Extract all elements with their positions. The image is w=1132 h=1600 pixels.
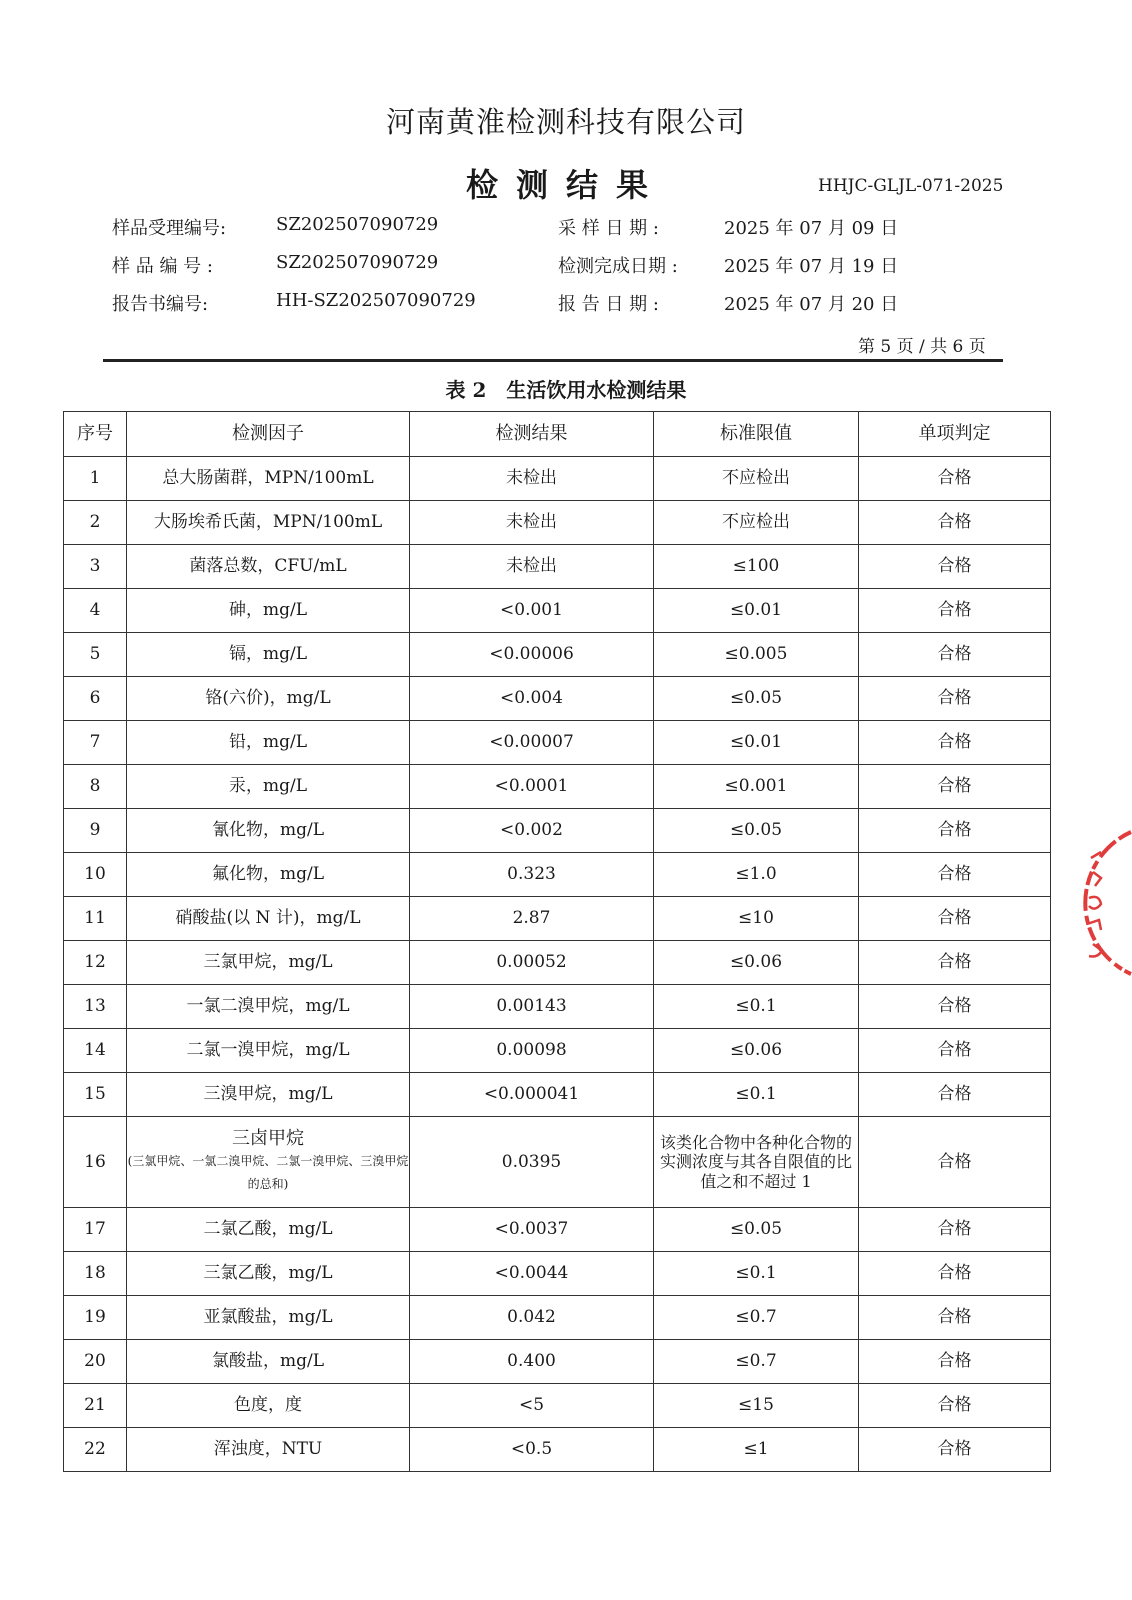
cell-limit: 不应检出: [654, 457, 859, 501]
cell-limit: ≤0.001: [654, 765, 859, 809]
cell-factor: 二氯一溴甲烷，mg/L: [127, 1029, 410, 1073]
cell-result: <0.0044: [410, 1252, 654, 1296]
seal-arc: [1085, 832, 1131, 974]
cell-judgement: 合格: [859, 853, 1051, 897]
cell-judgement: 合格: [859, 589, 1051, 633]
cell-judgement: 合格: [859, 809, 1051, 853]
cell-index: 18: [64, 1252, 127, 1296]
table-header-row: [64, 412, 1051, 457]
official-seal-stamp: [1083, 828, 1132, 978]
cell-factor: 氟化物，mg/L: [127, 853, 410, 897]
cell-factor: 二氯乙酸，mg/L: [127, 1208, 410, 1252]
cell-result: 未检出: [410, 545, 654, 589]
cell-judgement: 合格: [859, 1340, 1051, 1384]
cell-factor: [127, 1117, 410, 1208]
sampling-date-label: 采 样 日 期 :: [558, 218, 659, 239]
cell-factor: 铅，mg/L: [127, 721, 410, 765]
cell-result: 0.323: [410, 853, 654, 897]
cell-result: 0.00098: [410, 1029, 654, 1073]
cell-result: 0.042: [410, 1296, 654, 1340]
cell-factor: 菌落总数，CFU/mL: [127, 545, 410, 589]
cell-result: <0.0001: [410, 765, 654, 809]
cell-limit: ≤0.7: [654, 1340, 859, 1384]
cell-result: 0.00143: [410, 985, 654, 1029]
cell-limit: ≤0.01: [654, 589, 859, 633]
cell-index: 4: [64, 589, 127, 633]
table-row: [64, 1073, 1051, 1117]
cell-index: 12: [64, 941, 127, 985]
cell-limit: ≤0.005: [654, 633, 859, 677]
cell-result: <0.002: [410, 809, 654, 853]
header-result: 检测结果: [410, 412, 654, 457]
sample-receipt-no-value: SZ202507090729: [276, 214, 439, 235]
table-row: [64, 1252, 1051, 1296]
table-row: [64, 545, 1051, 589]
cell-index: 19: [64, 1296, 127, 1340]
cell-index: 8: [64, 765, 127, 809]
table-row: [64, 1428, 1051, 1472]
cell-judgement: 合格: [859, 1208, 1051, 1252]
cell-index: 10: [64, 853, 127, 897]
table-row: [64, 633, 1051, 677]
cell-index: 3: [64, 545, 127, 589]
cell-result: 0.0395: [410, 1117, 654, 1208]
cell-result: <0.001: [410, 589, 654, 633]
report-no-label: 报告书编号:: [112, 294, 209, 315]
cell-judgement: 合格: [859, 765, 1051, 809]
cell-judgement: 合格: [859, 1296, 1051, 1340]
table-caption: 表 2 生活饮用水检测结果: [445, 378, 687, 402]
cell-factor: 浑浊度，NTU: [127, 1428, 410, 1472]
cell-result: 2.87: [410, 897, 654, 941]
cell-limit: 该类化合物中各种化合物的实测浓度与其各自限值的比值之和不超过 1: [654, 1117, 859, 1208]
cell-result: <0.000041: [410, 1073, 654, 1117]
cell-result: 未检出: [410, 457, 654, 501]
table-row: [64, 1208, 1051, 1252]
cell-factor: 三氯乙酸，mg/L: [127, 1252, 410, 1296]
cell-limit: ≤0.06: [654, 1029, 859, 1073]
cell-index: 2: [64, 501, 127, 545]
cell-limit: ≤0.7: [654, 1296, 859, 1340]
header-index: 序号: [64, 412, 127, 457]
cell-result: <0.00007: [410, 721, 654, 765]
cell-limit: ≤10: [654, 897, 859, 941]
table-row: [64, 1117, 1051, 1208]
cell-judgement: 合格: [859, 897, 1051, 941]
table-row: [64, 1340, 1051, 1384]
cell-result: 0.400: [410, 1340, 654, 1384]
sample-receipt-no-label: 样品受理编号:: [112, 218, 227, 239]
cell-factor: 铬(六价)，mg/L: [127, 677, 410, 721]
cell-judgement: 合格: [859, 677, 1051, 721]
seal-mark-1: [1091, 852, 1101, 886]
table-row: [64, 1296, 1051, 1340]
table-row: [64, 1029, 1051, 1073]
cell-index: 20: [64, 1340, 127, 1384]
cell-limit: ≤0.1: [654, 985, 859, 1029]
cell-factor: 亚氯酸盐，mg/L: [127, 1296, 410, 1340]
cell-factor: 大肠埃希氏菌，MPN/100mL: [127, 501, 410, 545]
cell-index: 13: [64, 985, 127, 1029]
table-row: [64, 677, 1051, 721]
header-factor: 检测因子: [127, 412, 410, 457]
cell-limit: ≤0.1: [654, 1073, 859, 1117]
cell-index: 21: [64, 1384, 127, 1428]
cell-factor: 氯酸盐，mg/L: [127, 1340, 410, 1384]
cell-limit: ≤1.0: [654, 853, 859, 897]
cell-factor: 总大肠菌群，MPN/100mL: [127, 457, 410, 501]
cell-index: 16: [64, 1117, 127, 1208]
sample-no-value: SZ202507090729: [276, 252, 439, 273]
seal-mark-2: [1087, 897, 1101, 930]
cell-judgement: 合格: [859, 545, 1051, 589]
header-judgement: 单项判定: [859, 412, 1051, 457]
company-name: 河南黄淮检测科技有限公司: [385, 105, 746, 139]
cell-result: <0.0037: [410, 1208, 654, 1252]
table-row: [64, 501, 1051, 545]
document-number: HHJC-GLJL-071-2025: [818, 176, 1004, 196]
cell-judgement: 合格: [859, 1117, 1051, 1208]
table-row: [64, 985, 1051, 1029]
cell-index: 11: [64, 897, 127, 941]
cell-result: 未检出: [410, 501, 654, 545]
table-row: [64, 941, 1051, 985]
cell-result: <0.004: [410, 677, 654, 721]
header-divider: [103, 359, 1003, 362]
cell-limit: ≤15: [654, 1384, 859, 1428]
cell-result: 0.00052: [410, 941, 654, 985]
cell-limit: ≤0.01: [654, 721, 859, 765]
cell-factor: 镉，mg/L: [127, 633, 410, 677]
cell-factor: 汞，mg/L: [127, 765, 410, 809]
cell-limit: ≤1: [654, 1428, 859, 1472]
cell-index: 15: [64, 1073, 127, 1117]
cell-index: 9: [64, 809, 127, 853]
report-date-value: 2025 年 07 月 20 日: [724, 294, 899, 315]
table-row: [64, 589, 1051, 633]
cell-index: 6: [64, 677, 127, 721]
cell-result: <0.00006: [410, 633, 654, 677]
cell-index: 1: [64, 457, 127, 501]
cell-judgement: 合格: [859, 633, 1051, 677]
completion-date-value: 2025 年 07 月 19 日: [724, 256, 899, 277]
page-info: 第 5 页 / 共 6 页: [858, 337, 986, 357]
cell-judgement: 合格: [859, 1073, 1051, 1117]
table-row: [64, 809, 1051, 853]
cell-judgement: 合格: [859, 1252, 1051, 1296]
cell-limit: ≤0.05: [654, 677, 859, 721]
cell-limit: ≤0.06: [654, 941, 859, 985]
cell-index: 7: [64, 721, 127, 765]
cell-judgement: 合格: [859, 457, 1051, 501]
cell-result: <0.5: [410, 1428, 654, 1472]
table-row: [64, 765, 1051, 809]
sample-no-label: 样 品 编 号 :: [112, 256, 213, 277]
table-row: [64, 1384, 1051, 1428]
cell-index: 17: [64, 1208, 127, 1252]
cell-factor-main: 三卤甲烷: [232, 1128, 304, 1150]
cell-judgement: 合格: [859, 1029, 1051, 1073]
sampling-date-value: 2025 年 07 月 09 日: [724, 218, 899, 239]
cell-judgement: 合格: [859, 501, 1051, 545]
cell-limit: ≤0.1: [654, 1252, 859, 1296]
table-row: [64, 853, 1051, 897]
cell-factor-note: (三氯甲烷、一氯二溴甲烷、二氯一溴甲烷、三溴甲烷的总和): [127, 1154, 409, 1191]
cell-factor: 色度，度: [127, 1384, 410, 1428]
cell-judgement: 合格: [859, 1428, 1051, 1472]
table-row: [64, 897, 1051, 941]
results-table: [63, 411, 1051, 1472]
header-limit: 标准限值: [654, 412, 859, 457]
cell-judgement: 合格: [859, 985, 1051, 1029]
report-date-label: 报 告 日 期 :: [558, 294, 659, 315]
cell-limit: ≤100: [654, 545, 859, 589]
cell-index: 22: [64, 1428, 127, 1472]
document-title: 检测结果: [465, 166, 666, 204]
cell-limit: 不应检出: [654, 501, 859, 545]
completion-date-label: 检测完成日期 :: [558, 256, 678, 277]
table-row: [64, 721, 1051, 765]
cell-factor: 硝酸盐(以 N 计)，mg/L: [127, 897, 410, 941]
cell-factor: 砷，mg/L: [127, 589, 410, 633]
cell-judgement: 合格: [859, 1384, 1051, 1428]
cell-index: 5: [64, 633, 127, 677]
cell-factor: 氰化物，mg/L: [127, 809, 410, 853]
cell-factor: 一氯二溴甲烷，mg/L: [127, 985, 410, 1029]
cell-factor: 三氯甲烷，mg/L: [127, 941, 410, 985]
report-no-value: HH-SZ202507090729: [276, 290, 476, 311]
cell-factor: 三溴甲烷，mg/L: [127, 1073, 410, 1117]
cell-judgement: 合格: [859, 721, 1051, 765]
cell-result: <5: [410, 1384, 654, 1428]
cell-judgement: 合格: [859, 941, 1051, 985]
cell-limit: ≤0.05: [654, 809, 859, 853]
table-row: [64, 457, 1051, 501]
cell-limit: ≤0.05: [654, 1208, 859, 1252]
cell-index: 14: [64, 1029, 127, 1073]
